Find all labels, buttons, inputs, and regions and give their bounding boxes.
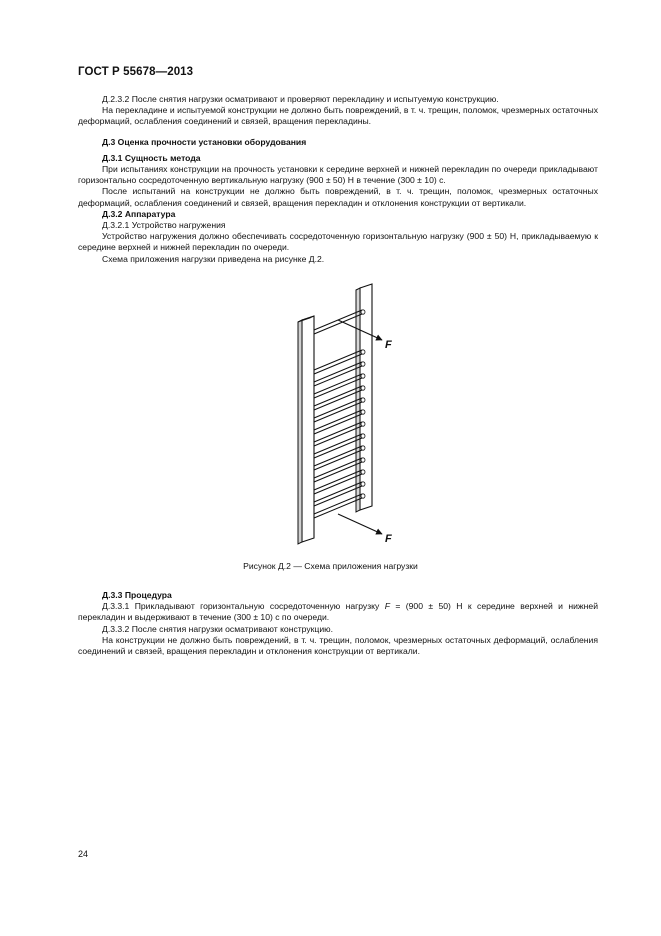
load-scheme-figure [280,282,410,550]
para-d332: Д.3.3.2 После снятия нагрузки осматривают конструкцию. [102,623,333,634]
para-d321-figure-ref: Схема приложения нагрузки приведена на рисунке Д.2. [102,253,325,264]
para-d333-requirements: На конструкции не должно быть повреждений, в т. ч. трещин, поломок, чрезмерных остаточных деформаций, ослабления соединений и связей, вращения перекладин и отклонения конструкции от вертикали. [78,634,598,657]
left-post [298,316,314,544]
subsection-heading-d31: Д.3.1 Сущность метода [102,152,201,163]
force-symbol: F [384,601,390,612]
subsection-heading-d33: Д.3.3 Процедура [102,590,172,600]
subsection-heading-d32: Д.3.2 Аппаратура [102,208,176,219]
para-d232: Д.2.3.2 После снятия нагрузки осматривают и проверяют перекладину и испытуемую конструкцию. [102,94,499,104]
para-d321-device: Устройство нагружения должно обеспечивать сосредоточенную горизонтальную нагрузку (900 ± 50) Н, прикладываемую к середине верхней и нижней перекладин по очереди. [78,231,598,253]
section-d33 [78,590,598,657]
para-d331-end: = (900 ± 50) Н к середине верхней и нижней перекладин и выдерживают в течение (300 ± 10) с по очереди. [78,601,599,623]
rungs [314,310,362,518]
standard-header: ГОСТ Р 55678—2013 [78,66,194,78]
para-d331-start: Д.3.3.1 Прикладывают горизонтальную сосредоточенную нагрузку [102,601,385,612]
para-d31-method: При испытаниях конструкции на прочность установки к середине верхней и нижней перекладин по очереди прикладывают горизонтально сосредоточенную вертикальную нагрузку (900 ± 50) Н в течение (300 ± 10) с. [78,164,598,186]
section-heading-d3: Д.3 Оценка прочности установки оборудования [102,136,307,147]
force-arrow-bottom [338,514,392,545]
force-label-top: F [385,339,392,351]
page-number: 24 [78,849,89,859]
para-d232-requirements: На перекладине и испытуемой конструкции не должно быть повреждений, в т. ч. трещин, поломок, чрезмерных остаточных деформаций, ослабления соединений и связей, вращения перекладины. [78,105,598,127]
force-label-bottom: F [385,533,392,545]
section-d2-d3 [78,94,598,265]
figure-caption: Рисунок Д.2 — Схема приложения нагрузки [243,561,418,571]
para-d331 [78,601,598,623]
para-d321-title: Д.3.2.1 Устройство нагружения [102,220,226,231]
para-d31-requirements: После испытаний на конструкции не должно быть повреждений, в т. ч. трещин, поломок, чрезмерных остаточных деформаций, ослабления соединений и связей, вращения перекладин и отклонения конструкции от вертикали. [78,186,598,208]
